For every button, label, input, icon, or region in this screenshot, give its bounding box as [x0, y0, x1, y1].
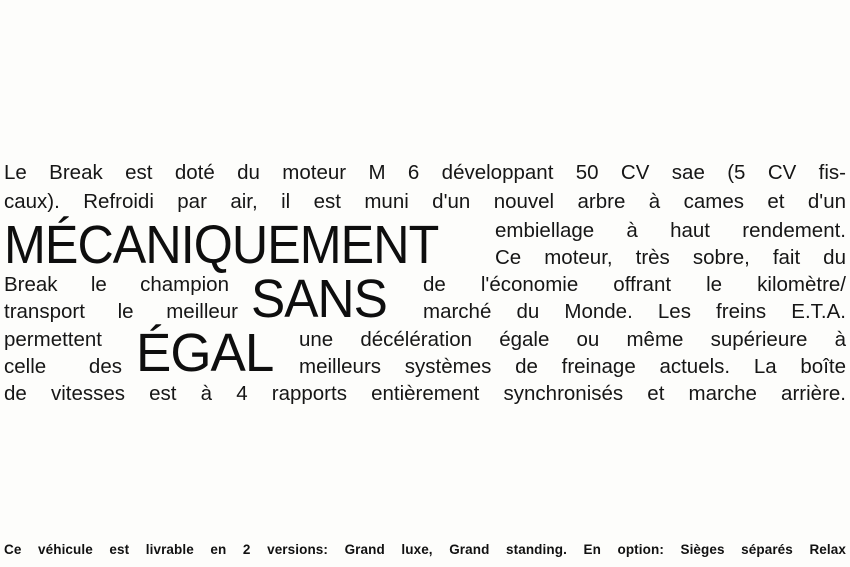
- headline-egal: ÉGAL: [136, 323, 274, 383]
- body-text-line-6-left: transport le meilleur: [4, 300, 238, 323]
- body-text-line-6-right: marché du Monde. Les freins E.T.A.: [423, 300, 846, 323]
- body-text-line-1: Le Break est doté du moteur M 6 développant 50 CV sae (5 CV fis-: [4, 161, 846, 184]
- body-text-line-4: Ce moteur, très sobre, fait du: [495, 246, 846, 269]
- body-text-line-7-left: permettent: [4, 328, 102, 351]
- body-text-line-9: de vitesses est à 4 rapports entièrement synchronisés et marche arrière.: [4, 382, 846, 405]
- body-text-line-8-right: meilleurs systèmes de freinage actuels. La boîte: [299, 355, 846, 378]
- footer-options-note: Ce véhicule est livrable en 2 versions: Grand luxe, Grand standing. En option: Sièges séparés Relax: [4, 542, 846, 557]
- body-text-line-5-right: de l'économie offrant le kilomètre/: [423, 273, 846, 296]
- body-text-line-2: caux). Refroidi par air, il est muni d'un nouvel arbre à cames et d'un: [4, 190, 846, 213]
- headline-mecaniquement: MÉCANIQUEMENT: [4, 215, 439, 275]
- body-text-line-5-left: Break le champion: [4, 273, 229, 296]
- body-text-line-3: embiellage à haut rendement.: [495, 219, 846, 242]
- body-text-line-8-left: celle des: [4, 355, 122, 378]
- body-text-line-7-right: une décélération égale ou même supérieure à: [299, 328, 846, 351]
- headline-sans: SANS: [251, 269, 387, 329]
